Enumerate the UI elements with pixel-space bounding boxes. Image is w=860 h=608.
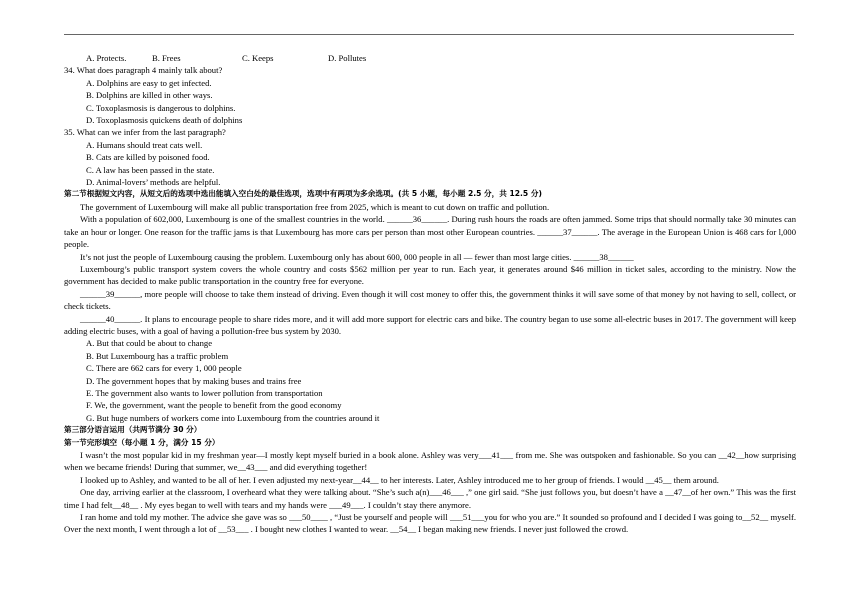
- section2-heading: 第二节根据短文内容，从短文后的选项中选出能填入空白处的最佳选项，选项中有两项为多余选项。(共 5 小题，每小题 2.5 分，共 12.5 分): [64, 189, 542, 199]
- passage2-paragraph-4: Luxembourg’s public transport system covers the whole country and costs $562 million per year to run. Each year, it generates around $46 million in ticket sales, according to the ministry. Now the government has decided to make public transportation in the country free for everyone.: [64, 263, 796, 287]
- passage2-option-f: F. We, the government, want the people to benefit from the good economy: [86, 400, 342, 411]
- q35-option-a: A. Humans should treat cats well.: [86, 139, 203, 150]
- passage2-paragraph-1: The government of Luxembourg will make all public transportation free from 2025, which is meant to cut down on traffic and pollution.: [80, 201, 550, 212]
- passage2-paragraph-5: ______39______, more people will choose to take them instead of driving. Even though it will cost money to offer this, the government thinks it will save some of that money by not having to sell, collect, or check tickets.: [64, 288, 796, 312]
- passage2-option-b: B. But Luxembourg has a traffic problem: [86, 350, 229, 361]
- q35-option-c: C. A law has been passed in the state.: [86, 164, 215, 175]
- q35-option-b: B. Cats are killed by poisoned food.: [86, 152, 210, 163]
- passage2-paragraph-3: It’s not just the people of Luxembourg causing the problem. Luxembourg only has about 600, 000 people in all — fewer than most large cities. ______38______: [80, 251, 634, 262]
- q34-option-b: B. Dolphins are killed in other ways.: [86, 90, 213, 101]
- exam-page: [64, 52, 796, 536]
- passage2-option-c: C. There are 662 cars for every 1, 000 people: [86, 363, 242, 374]
- passage2-paragraph-6: ______40______. It plans to encourage people to share rides more, and it will add more support for electric cars and bike. The country began to use some all-electric buses in 2017. The government will keep adding electric buses, with a goal of having a pollution-free bus system by 2030.: [64, 313, 796, 336]
- q34-stem: 34. What does paragraph 4 mainly talk about?: [64, 65, 223, 76]
- top-rule: [64, 34, 794, 35]
- q34-option-c: C. Toxoplasmosis is dangerous to dolphins.: [86, 102, 236, 113]
- q35-stem: 35. What can we infer from the last paragraph?: [64, 127, 226, 138]
- passage3-paragraph-4: I ran home and told my mother. The advice she gave was so ___50____ , “Just be yourself and people will ___51___you for who you are.” It sounded so profound and I decided I was going to__52__ myself. Over the next month, I went through a lot of __53___ . I bought new clothes I wanted to wear. __54__ I began making new friends. I never just followed the crowd.: [64, 512, 796, 535]
- q33-option-b: B. Frees: [152, 53, 181, 63]
- q33-options: [64, 52, 796, 64]
- passage2-option-g: G. But huge numbers of workers come into Luxembourg from the countries around it: [86, 412, 380, 423]
- q33-option-a: A. Protects.: [86, 53, 127, 63]
- section1-heading: 第一节完形填空（每小题 1 分，满分 15 分）: [64, 437, 220, 447]
- passage2-option-a: A. But that could be about to change: [86, 338, 213, 349]
- passage2-option-e: E. The government also wants to lower pollution from transportation: [86, 387, 323, 398]
- q34-option-a: A. Dolphins are easy to get infected.: [86, 77, 212, 88]
- q33-option-c: C. Keeps: [242, 53, 274, 63]
- passage3-paragraph-2: I looked up to Ashley, and wanted to be all of her. I even adjusted my next-year__44__ to her interests. Later, Ashley introduced me to her group of friends. I would __45__ them around.: [80, 474, 719, 485]
- part3-heading: 第三部分语言运用（共两节满分 30 分）: [64, 425, 202, 435]
- q34-option-d: D. Toxoplasmosis quickens death of dolphins: [86, 115, 243, 126]
- passage3-paragraph-3: One day, arriving earlier at the classroom, I overheard what they were talking about. “She’s such a(n)___46___ ,” one girl said. “She just follows you, but doesn’t have a __47__of her own.” This was the first time I had felt__48__ . My eyes began to well with tears and my hands were ___49___. I couldn’t stay there anymore.: [64, 487, 796, 510]
- q35-option-d: D. Animal-lovers’ methods are helpful.: [86, 177, 221, 188]
- passage3-paragraph-1: I wasn’t the most popular kid in my freshman year—I mostly kept myself buried in a book alone. Ashley was very___41___ from me. She was outspoken and fashionable. So you can __42__how surprising when we became friends! During that summer, we__43___ and did everything together!: [64, 450, 796, 473]
- passage2-option-d: D. The government hopes that by making buses and trains free: [86, 375, 302, 386]
- q33-option-d: D. Pollutes: [328, 53, 367, 63]
- passage2-paragraph-2: With a population of 602,000, Luxembourg is one of the smallest countries in the world. ______36______. During rush hours the roads are often jammed. Some trips that should normally take 30 minutes can take an hour or longer. One reason for the traffic jams is that Luxembourg has more cars per person than most other European countries. ______37______. The average in the European Union is 468 cars for l,000 people.: [64, 214, 796, 250]
